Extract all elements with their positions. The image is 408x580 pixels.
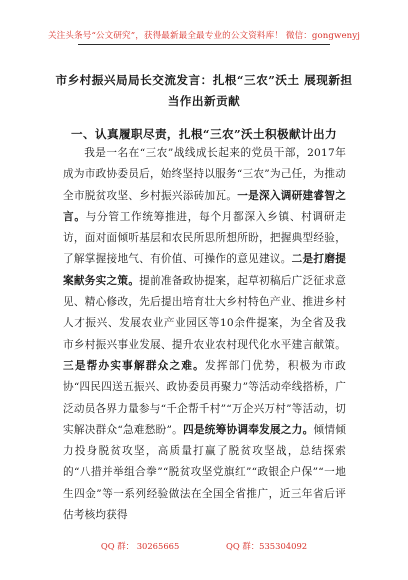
- paragraph-bold-point: 二是打磨提案献务实之策。: [63, 253, 347, 287]
- paragraph-bold-point: 三是帮办实事解群众之难。: [63, 359, 206, 372]
- header-divider: [78, 44, 330, 45]
- page-footer: [0, 540, 408, 552]
- paragraph-bold-point: 四是统筹协调奉发展之力。: [183, 423, 314, 436]
- paragraph-text: 发挥部门优势，积极为市政协“四民四送五振兴、政协委员再聚力”等活动牵线搭桥，广泛动员各界力量参与“千企帮千村”“万企兴万村”等活动，切实解决群众“急难愁盼”。: [63, 359, 346, 436]
- body-paragraph: [63, 143, 346, 526]
- footer-qq-group-1: QQ 群： 30265665: [100, 541, 180, 551]
- section-heading: 一、认真履职尽责，扎根“三农”沃土积极献计出力: [70, 127, 337, 141]
- paragraph-text: 提前准备政协提案，起草初稿后广泛征求意见、精心修改，先后提出培育壮大乡村特色产业、推进乡村人才振兴、发展农业产业园区等10余件提案，为全省及我市乡村振兴事业发展、提升农业农村现代化水平建言献策。: [63, 274, 346, 351]
- paragraph-text: 与分管工作统筹推进，每个月都深入乡镇、村调研走访，面对面倾听基层和农民所思所想所盼，把握典型经验，了解掌握接地气、有价值、可操作的意见建议。: [63, 210, 346, 266]
- paragraph-text: 倾情倾力投身脱贫攻坚，高质量打赢了脱贫攻坚战，总结探索的“八措并举组合拳”“脱贫攻坚党旗红”“政银企户保”“一地生四金”等一系列经验做法在全国全省推广，近三年省后评估考核均获得: [63, 423, 346, 522]
- footer-qq-group-2: QQ 群：535304092: [226, 541, 308, 551]
- paragraph-bold-point: 一是深入调研建睿智之言。: [63, 189, 347, 223]
- paragraph-text: 我是一名在“三农”战线成长起来的党员干部，2017年成为市政协委员后，始终坚持以服务“三农”为己任，为推动全市脱贫攻坚、乡村振兴添砖加瓦。: [63, 147, 346, 202]
- header-notice: 关注头条号“公文研究”，获得最新最全最专业的公文资料库！ 微信：gongwenyj: [47, 31, 361, 41]
- document-title: 市乡村振兴局局长交流发言：扎根“三农”沃土 展现新担当作出新贡献: [55, 73, 353, 108]
